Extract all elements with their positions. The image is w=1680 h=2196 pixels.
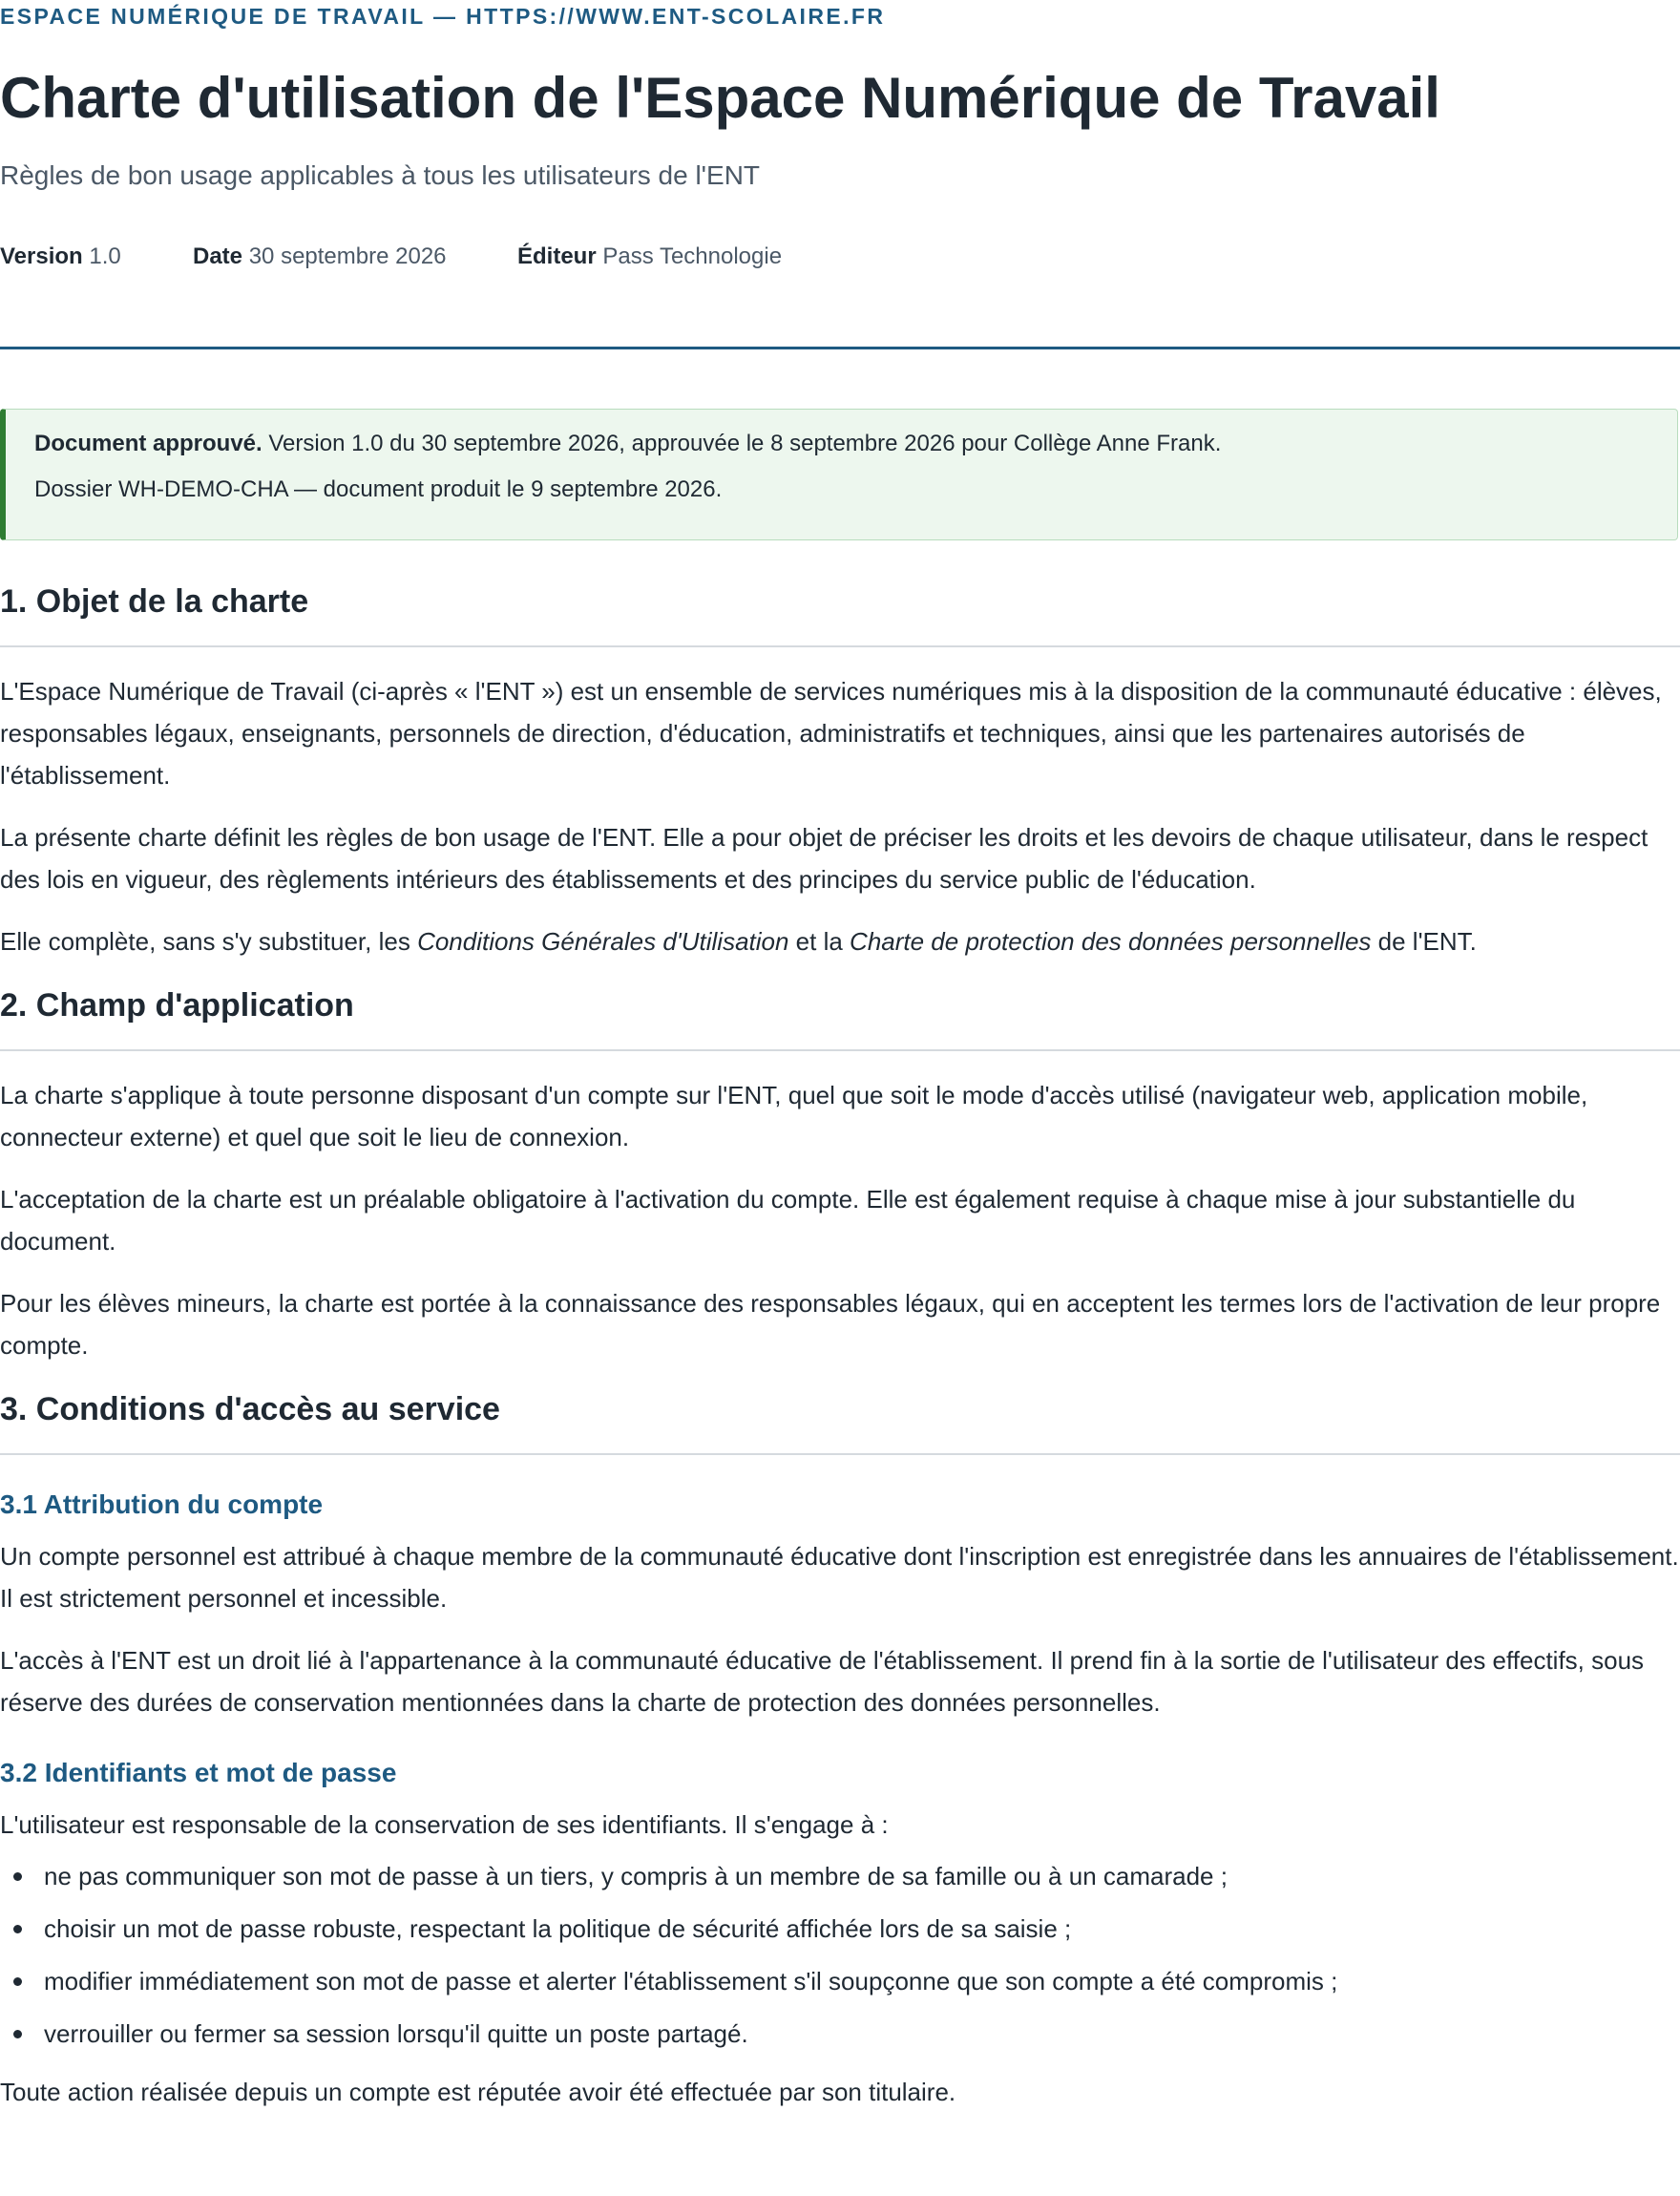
- bullet-dot: [13, 1977, 22, 1986]
- bullet-dot: [13, 2030, 22, 2038]
- list-item: [0, 1960, 1680, 2002]
- section-3-title: 3. Conditions d'accès au service: [0, 1381, 1680, 1455]
- credential-rules-list: [0, 1846, 1680, 2055]
- section-2-paragraph: L'acceptation de la charte est un préalable obligatoire à l'activation du compte. Elle est également requise à chaque mise à jour substantielle du document.: [0, 1185, 1576, 1256]
- meta-version: [0, 243, 121, 270]
- meta-version-label: Version: [0, 243, 83, 269]
- page-title: Charte d'utilisation de l'Espace Numérique de Travail: [0, 66, 1440, 130]
- section-1-title: 1. Objet de la charte: [0, 573, 1680, 647]
- list-item-text: choisir un mot de passe robuste, respectant la politique de sécurité affichée lors de sa saisie ;: [44, 1914, 1072, 1943]
- data-charter-reference: Charte de protection des données personnelles: [850, 927, 1372, 956]
- charter-content: [0, 573, 1680, 2113]
- subsection-3-1-paragraph: Un compte personnel est attribué à chaque membre de la communauté éducative dont l'inscription est enregistrée dans les annuaires de l'établissement. Il est strictement personnel et incessible.: [0, 1542, 1679, 1613]
- text-span: et la: [788, 927, 850, 956]
- meta-date-value: 30 septembre 2026: [248, 243, 447, 269]
- bullet-dot: [13, 1925, 22, 1933]
- notice-strong: Document approuvé.: [34, 431, 262, 456]
- meta-editor-value: Pass Technologie: [602, 243, 783, 269]
- list-item: [0, 1855, 1680, 1897]
- subsection-3-2-title: 3.2 Identifiants et mot de passe: [0, 1758, 397, 1787]
- notice-line-2: Dossier WH-DEMO-CHA — document produit le 9 septembre 2026.: [34, 476, 723, 502]
- section-2-paragraph: La charte s'applique à toute personne disposant d'un compte sur l'ENT, quel que soit le mode d'accès utilisé (navigateur web, application mobile, connecteur externe) et quel que soit le lieu de connexion.: [0, 1081, 1588, 1151]
- notice-text: Version 1.0 du 30 septembre 2026, approuvée le 8 septembre 2026 pour Collège Anne Frank.: [262, 431, 1222, 456]
- section-1-paragraph: L'Espace Numérique de Travail (ci-après « l'ENT ») est un ensemble de services numériques mis à la disposition de la communauté éducative : élèves, responsables légaux, enseignants, personnels de direction, d'éducation, administratifs et techniques, ainsi que les partenaires autorisés de l'établissement.: [0, 677, 1662, 790]
- section-1-paragraph: La présente charte définit les règles de bon usage de l'ENT. Elle a pour objet de préciser les droits et les devoirs de chaque utilisateur, dans le respect des lois en vigueur, des règlements intérieurs des établissements et des principes du service public de l'éducation.: [0, 823, 1648, 894]
- list-item-text: modifier immédiatement son mot de passe et alerter l'établissement s'il soupçonne que son compte a été compromis ;: [44, 1967, 1338, 1995]
- site-kicker: ESPACE NUMÉRIQUE DE TRAVAIL — HTTPS://WWW.ENT-SCOLAIRE.FR: [0, 4, 886, 29]
- list-item-text: ne pas communiquer son mot de passe à un tiers, y compris à un membre de sa famille ou à un camarade ;: [44, 1862, 1228, 1890]
- header-divider: [0, 347, 1680, 349]
- section-1-paragraph: [0, 915, 1680, 962]
- text-span: de l'ENT.: [1371, 927, 1477, 956]
- section-2-paragraph: Pour les élèves mineurs, la charte est portée à la connaissance des responsables légaux, qui en acceptent les termes lors de l'activation de leur propre compte.: [0, 1289, 1661, 1360]
- subsection-3-1-paragraph: L'accès à l'ENT est un droit lié à l'appartenance à la communauté éducative de l'établissement. Il prend fin à la sortie de l'utilisateur des effectifs, sous réserve des durées de conservation mentionnées dans la charte de protection des données personnelles.: [0, 1646, 1645, 1717]
- list-item: [0, 1908, 1680, 1950]
- notice-line-1: [34, 431, 1221, 457]
- section-2-title: 2. Champ d'application: [0, 977, 1680, 1051]
- cgu-reference: Conditions Générales d'Utilisation: [417, 927, 789, 956]
- list-item: [0, 2013, 1680, 2055]
- meta-date-label: Date: [193, 243, 243, 269]
- meta-date: [193, 243, 447, 270]
- meta-version-value: 1.0: [89, 243, 121, 269]
- approval-notice: [0, 409, 1678, 540]
- list-item-text: verrouiller ou fermer sa session lorsqu'il quitte un poste partagé.: [44, 2019, 748, 2048]
- bullet-dot: [13, 1872, 22, 1881]
- meta-editor-label: Éditeur: [517, 243, 597, 269]
- subsection-3-2-intro: L'utilisateur est responsable de la conservation de ses identifiants. Il s'engage à :: [0, 1810, 889, 1839]
- subsection-3-1-title: 3.1 Attribution du compte: [0, 1489, 324, 1519]
- meta-editor: [517, 243, 782, 270]
- page-subtitle: Règles de bon usage applicables à tous les utilisateurs de l'ENT: [0, 160, 761, 190]
- subsection-3-2-outro: Toute action réalisée depuis un compte est réputée avoir été effectuée par son titulaire.: [0, 2078, 956, 2106]
- text-span: Elle complète, sans s'y substituer, les: [0, 927, 418, 956]
